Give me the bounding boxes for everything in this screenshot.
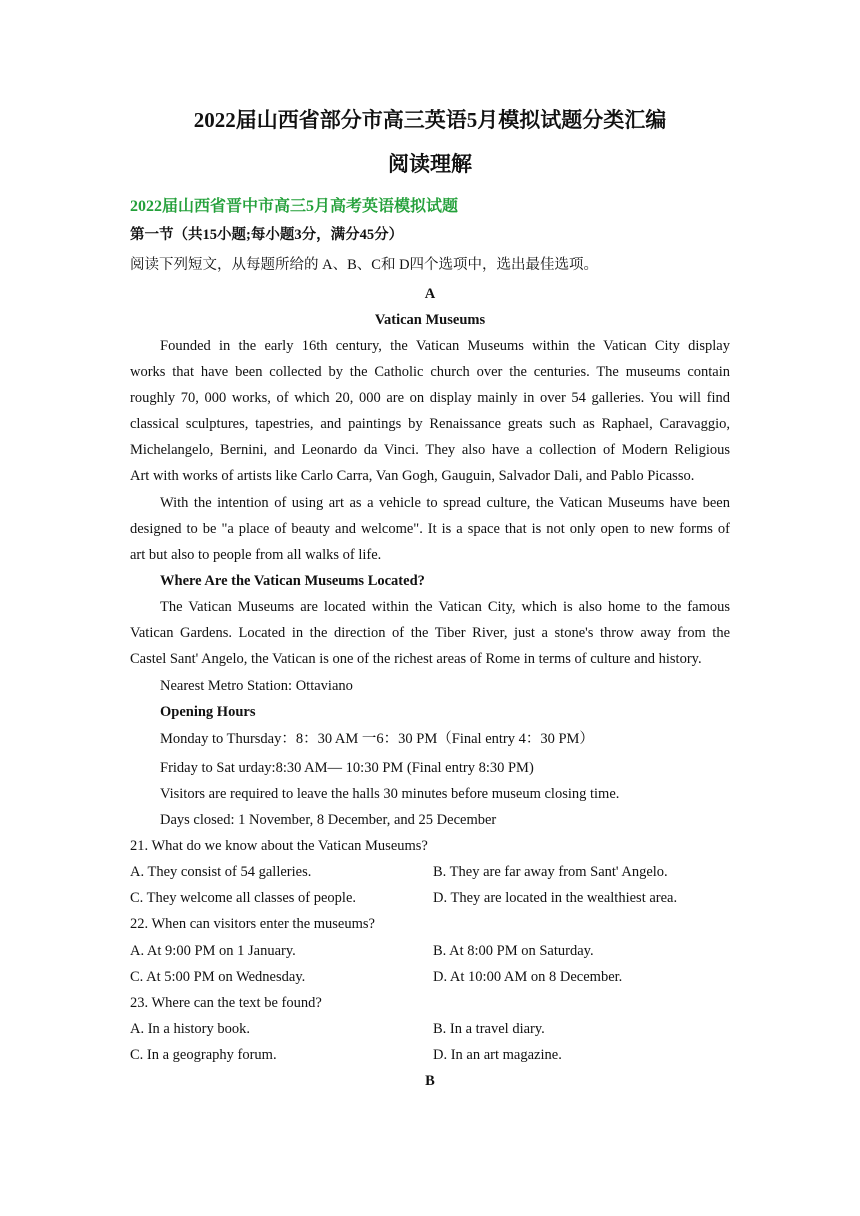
passage-paragraph-line: art but also to people from all walks of life. xyxy=(130,547,382,563)
question-stem: 21. What do we know about the Vatican Museums? xyxy=(130,838,428,854)
option-c: C. They welcome all classes of people. xyxy=(130,890,357,906)
question-stem: 22. When can visitors enter the museums? xyxy=(130,916,375,932)
passage-paragraph-line: Vatican Gardens. Located in the direction of the Tiber River, just a stone's throw away from the xyxy=(130,625,730,641)
passage-paragraph-line: classical sculptures, tapestries, and paintings by Renaissance greats such as Raphael, Caravaggio, xyxy=(130,416,730,432)
opening-hours-line: Friday to Sat urday:8:30 AM— 10:30 PM (Final entry 8:30 PM) xyxy=(160,760,534,776)
passage-paragraph-line: Michelangelo, Bernini, and Leonardo da Vinci. They also have a collection of Modern Religious xyxy=(130,442,730,458)
section-instruction: 阅读下列短文，从每题所给的 A、B、C和 D四个选项中，选出最佳选项。 xyxy=(130,257,599,273)
passage-paragraph-line: Founded in the early 16th century, the Vatican Museums within the Vatican City display xyxy=(160,338,730,354)
opening-hours-heading: Opening Hours xyxy=(160,704,256,720)
passage-b-label: B xyxy=(425,1073,435,1089)
passage-paragraph-line: Art with works of artists like Carlo Carra, Van Gogh, Gauguin, Salvador Dali, and Pablo Picasso. xyxy=(130,468,695,484)
option-a: A. At 9:00 PM on 1 January. xyxy=(130,943,296,959)
document-title: 2022届山西省部分市高三英语5月模拟试题分类汇编 xyxy=(193,108,667,132)
passage-paragraph-line: designed to be "a place of beauty and welcome". It is a space that is not only open to new forms of xyxy=(130,521,730,537)
option-c: C. At 5:00 PM on Wednesday. xyxy=(130,969,306,985)
passage-paragraph-line: Castel Sant' Angelo, the Vatican is one of the richest areas of Rome in terms of culture and history. xyxy=(130,651,702,667)
option-b: B. In a travel diary. xyxy=(433,1021,545,1037)
option-a: A. They consist of 54 galleries. xyxy=(130,864,312,880)
passage-paragraph-line: With the intention of using art as a vehicle to spread culture, the Vatican Museums have been xyxy=(160,495,730,511)
option-b: B. At 8:00 PM on Saturday. xyxy=(433,943,594,959)
passage-a-label: A xyxy=(424,286,436,302)
passage-paragraph-line: roughly 70, 000 works, of which 20, 000 are on display mainly in over 54 galleries. You will find xyxy=(130,390,730,406)
option-d: D. They are located in the wealthiest area. xyxy=(433,890,678,906)
opening-hours-line: Days closed: 1 November, 8 December, and 25 December xyxy=(160,812,497,828)
passage-paragraph-line: The Vatican Museums are located within the Vatican City, which is also home to the famous xyxy=(160,599,730,615)
option-d: D. In an art magazine. xyxy=(433,1047,562,1063)
option-a: A. In a history book. xyxy=(130,1021,251,1037)
section-heading: 第一节（共15小题;每小题3分，满分45分） xyxy=(130,227,404,243)
opening-hours-line: Monday to Thursday：8：30 AM 一6：30 PM（Final entry 4：30 PM） xyxy=(160,731,594,747)
opening-hours-line: Visitors are required to leave the halls 30 minutes before museum closing time. xyxy=(160,786,620,802)
question-stem: 23. Where can the text be found? xyxy=(130,995,322,1011)
passage-paragraph-line: works that have been collected by the Catholic church over the centuries. The museums contain xyxy=(130,364,730,380)
option-d: D. At 10:00 AM on 8 December. xyxy=(433,969,623,985)
location-heading: Where Are the Vatican Museums Located? xyxy=(160,573,425,589)
metro-station: Nearest Metro Station: Ottaviano xyxy=(160,678,353,694)
document-subtitle: 阅读理解 xyxy=(388,152,472,176)
passage-a-title: Vatican Museums xyxy=(374,312,486,328)
source-title: 2022届山西省晋中市高三5月高考英语模拟试题 xyxy=(130,198,459,215)
option-b: B. They are far away from Sant' Angelo. xyxy=(433,864,668,880)
option-c: C. In a geography forum. xyxy=(130,1047,277,1063)
